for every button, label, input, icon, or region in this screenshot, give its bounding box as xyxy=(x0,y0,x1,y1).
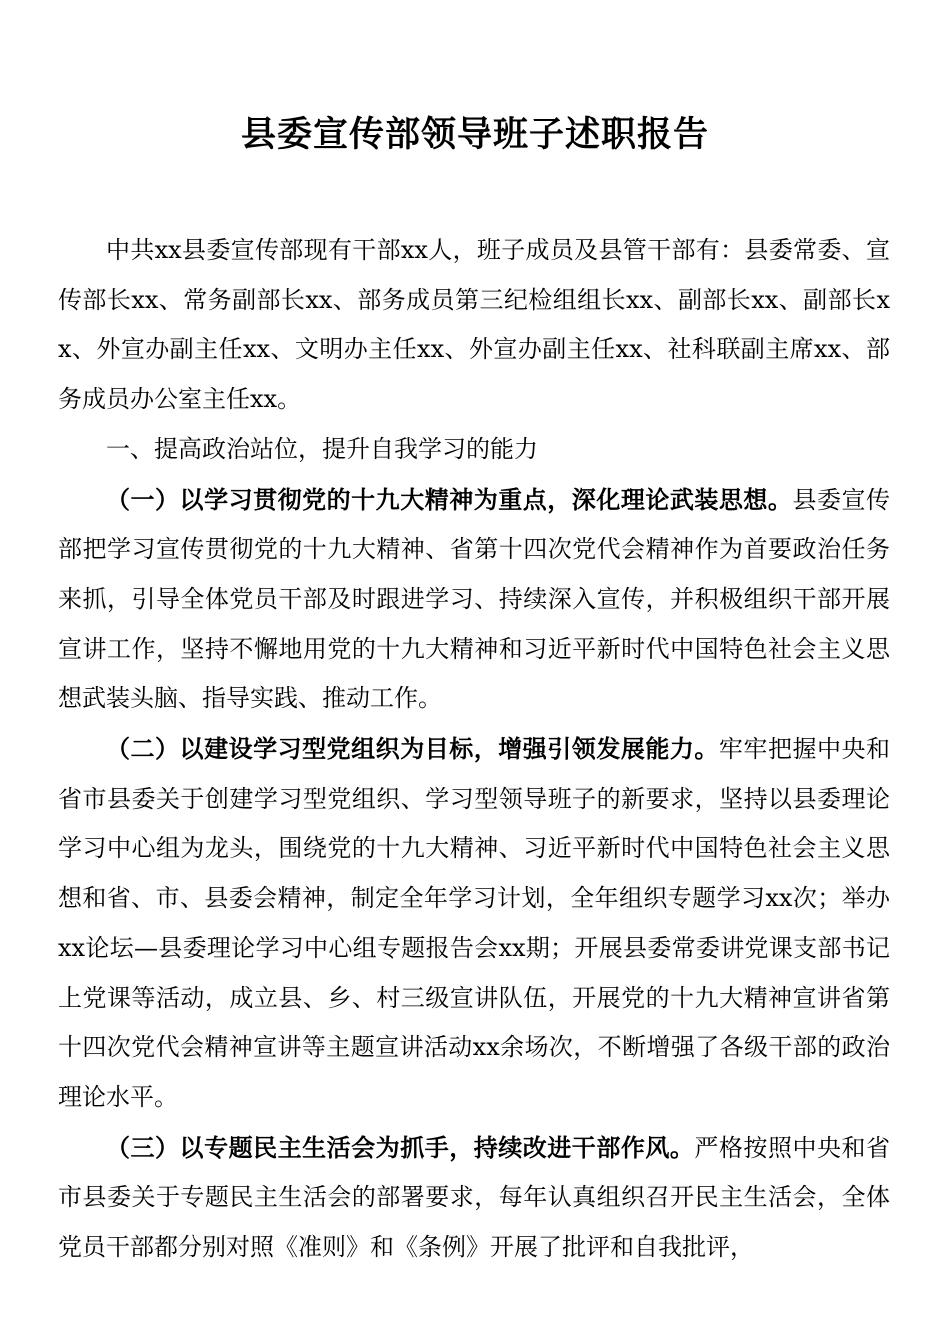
document-title: 县委宣传部领导班子述职报告 xyxy=(240,114,709,156)
section-item-2 xyxy=(58,724,890,1123)
section-item-1-lead: （一）以学习贯彻党的十九大精神为重点，深化理论武装思想。 xyxy=(106,484,793,514)
section-item-1-text: 县委宣传部把学习宣传贯彻党的十九大精神、省第十四次党代会精神作为首要政治任务来抓，引导全体党员干部及时跟进学习、持续深入宣传，并积极组织干部开展宣讲工作，坚持不懈地用党的十九大精神和习近平新时代中国特色社会主义思想武装头脑、指导实践、推动工作。 xyxy=(58,485,891,713)
section-item-2-text: 牢牢把握中央和省市县委关于创建学习型党组织、学习型领导班子的新要求，坚持以县委理论学习中心组为龙头，围绕党的十九大精神、习近平新时代中国特色社会主义思想和省、市、县委会精神，制定全年学习计划，全年组织专题学习xx次；举办xx论坛—县委理论学习中心组专题报告会xx期；开展县委常委讲党课支部书记上党课等活动，成立县、乡、村三级宣讲队伍，开展党的十九大精神宣讲省第十四次党代会精神宣讲等主题宣讲活动xx余场次，不断增强了各级干部的政治理论水平。 xyxy=(58,735,891,1111)
section-item-3-lead: （三）以专题民主生活会为抓手，持续改进干部作风。 xyxy=(106,1132,695,1162)
intro-paragraph: 中共xx县委宣传部现有干部xx人，班子成员及县管干部有：县委常委、宣传部长xx、常务副部长xx、部务成员第三纪检组组长xx、副部长xx、副部长xx、外宣办副主任xx、文明办主任xx、外宣办副主任xx、社科联副主席xx、部务成员办公室主任xx。 xyxy=(58,236,890,414)
section-item-1 xyxy=(58,475,890,725)
document-body xyxy=(58,226,890,1273)
section-item-3-text: 严格按照中央和省市县委关于专题民主生活会的部署要求，每年认真组织召开民主生活会，全体党员干部都分别对照《准则》和《条例》开展了批评和自我批评， xyxy=(58,1133,891,1262)
section-item-3 xyxy=(58,1123,890,1273)
section-heading-1: 一、提高政治站位，提升自我学习的能力 xyxy=(106,434,538,463)
section-item-2-lead: （二）以建设学习型党组织为目标，增强引领发展能力。 xyxy=(106,734,719,764)
